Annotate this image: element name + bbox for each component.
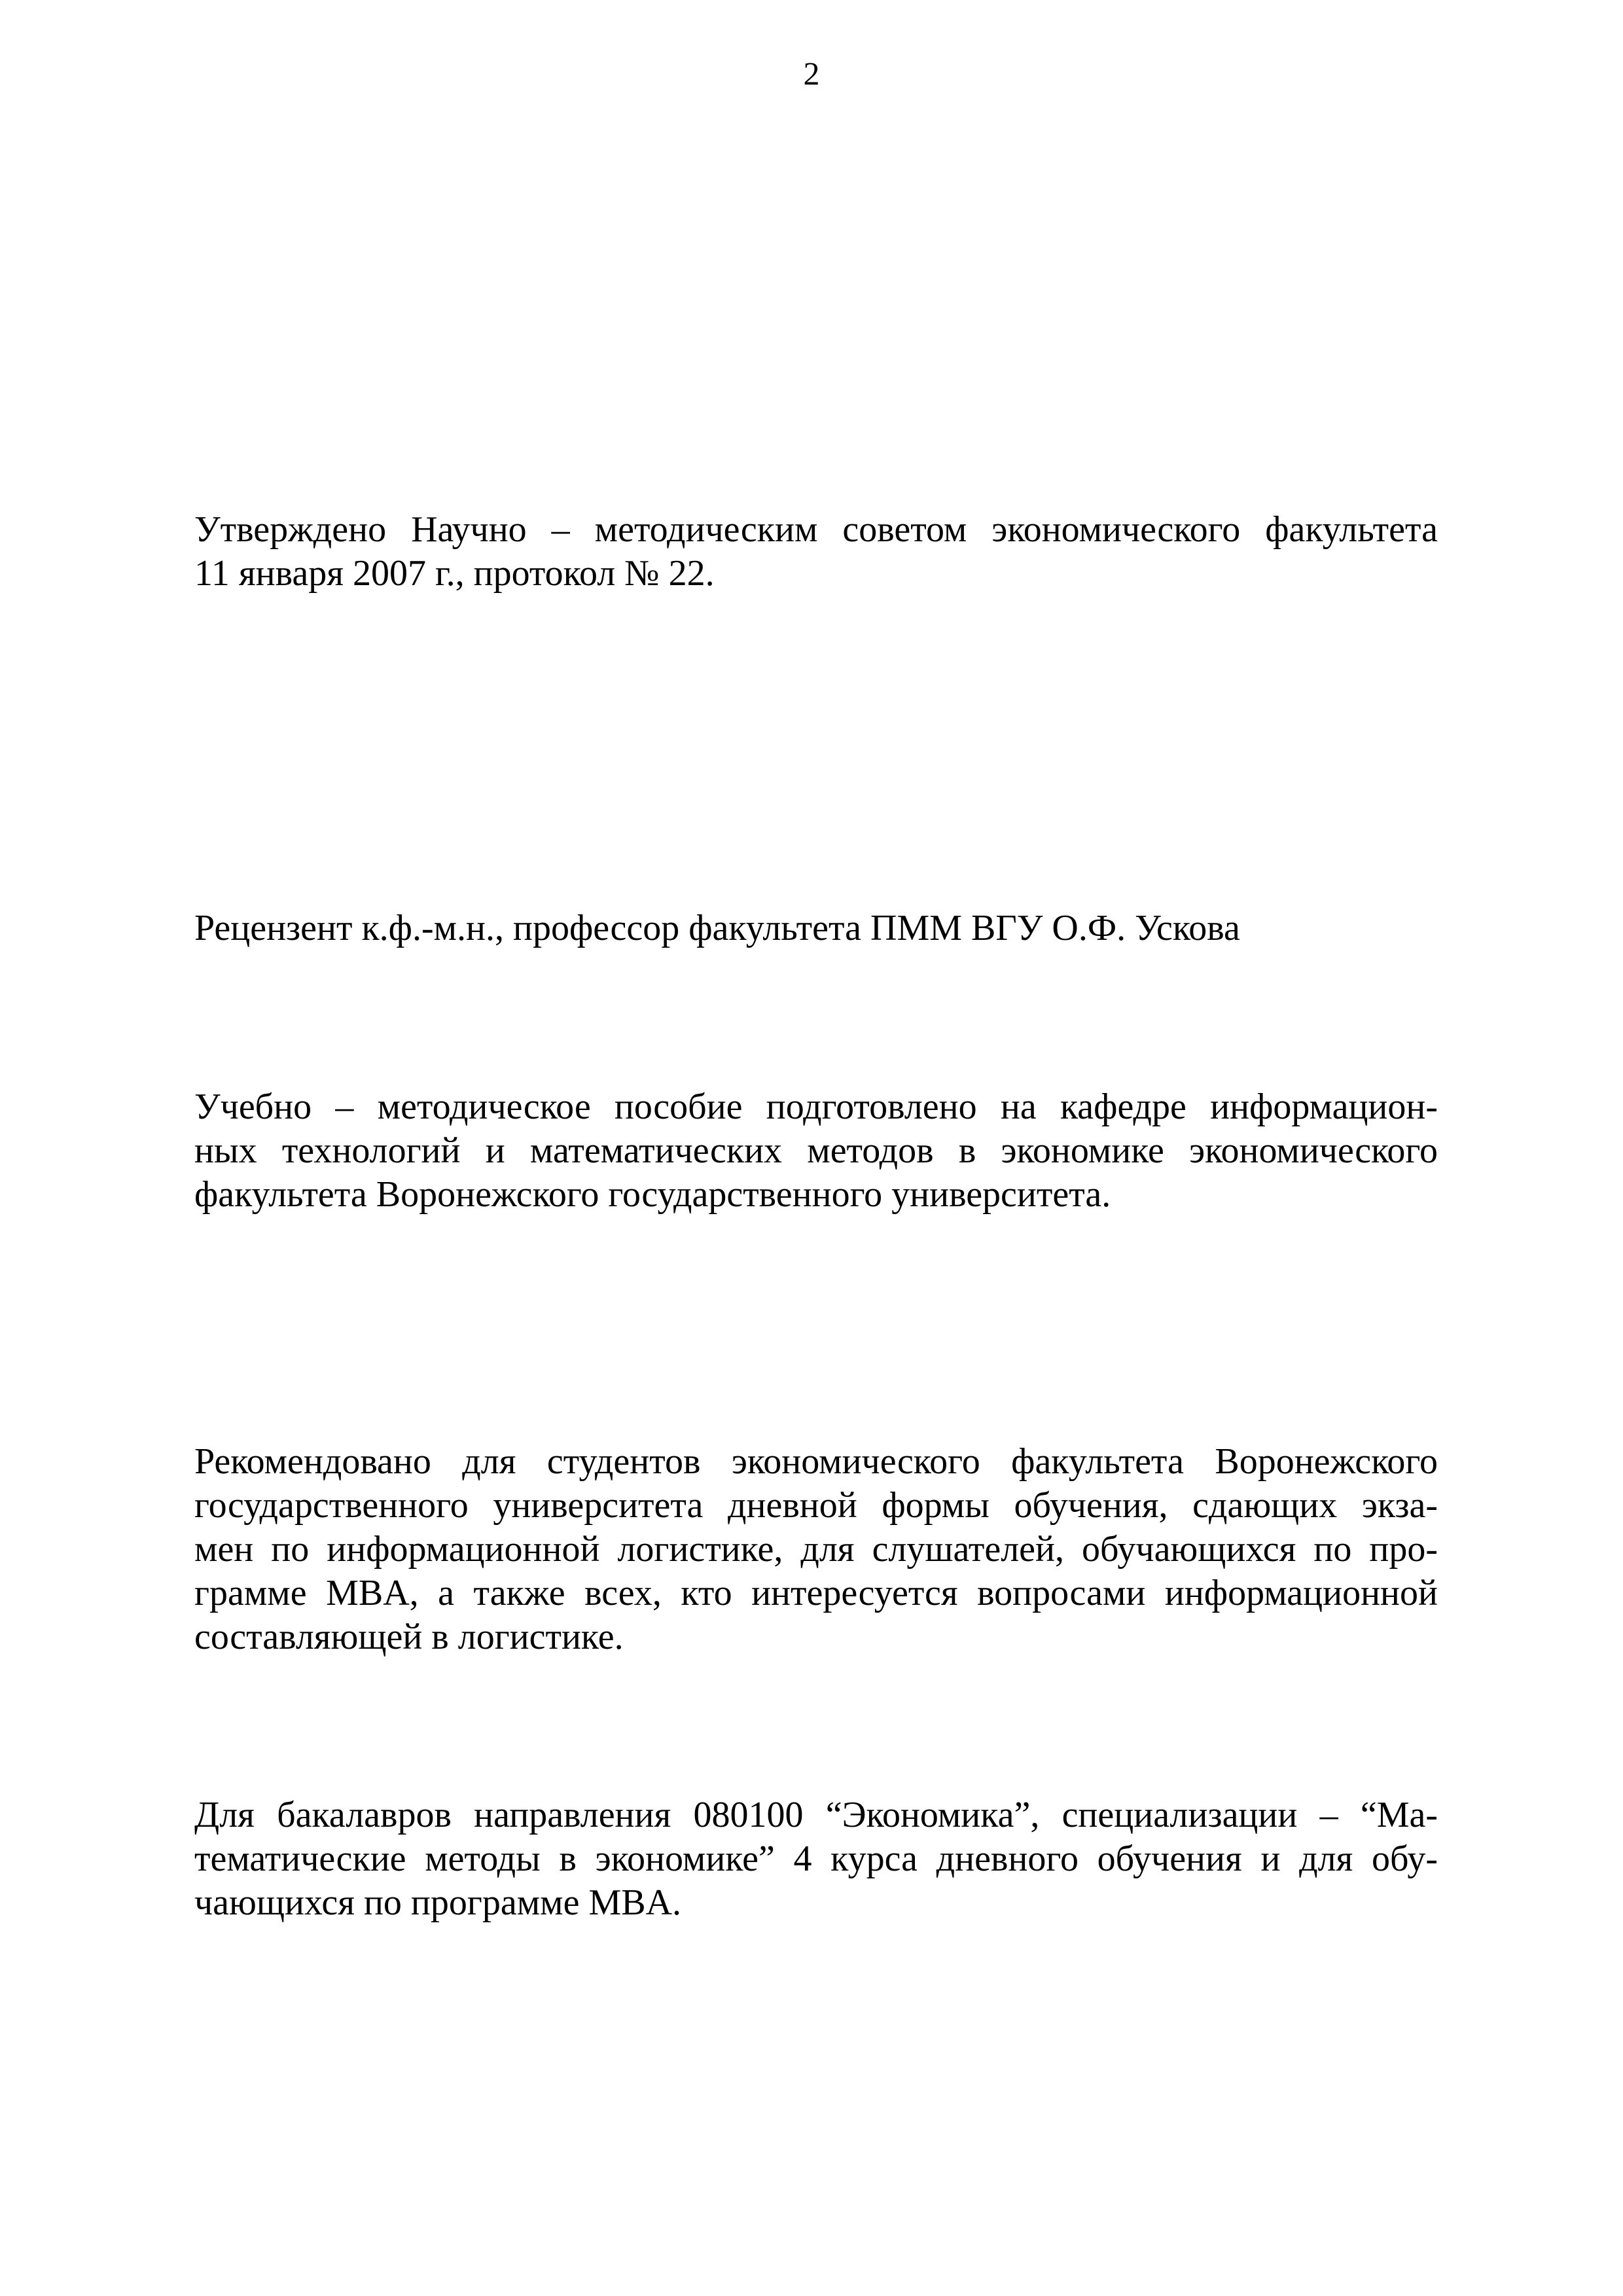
bachelors-line: тематические методы в экономике” 4 курса дневного обучения и для обу- <box>194 1839 1438 1879</box>
preparation-statement <box>194 1085 1438 1217</box>
recommendation-line: государственного университета дневной формы обучения, сдающих экза- <box>194 1485 1438 1526</box>
bachelors-statement <box>194 1793 1438 1925</box>
preparation-line: Учебно – методическое пособие подготовлено на кафедре информацион- <box>194 1086 1438 1127</box>
approval-statement <box>194 508 1438 596</box>
reviewer-statement <box>194 906 1438 950</box>
reviewer-line: Рецензент к.ф.-м.н., профессор факультета ПММ ВГУ О.Ф. Ускова <box>194 908 1240 948</box>
preparation-line: факультета Воронежского государственного университета. <box>194 1174 1111 1215</box>
recommendation-line: мен по информационной логистике, для слушателей, обучающихся по про- <box>194 1529 1438 1570</box>
approval-line: 11 января 2007 г., протокол № 22. <box>194 553 715 594</box>
bachelors-line: Для бакалавров направления 080100 “Экономика”, специализации – “Ма- <box>194 1795 1438 1835</box>
preparation-line: ных технологий и математических методов в экономике экономического <box>194 1130 1438 1171</box>
recommendation-statement <box>194 1440 1438 1659</box>
page-number: 2 <box>803 55 820 92</box>
bachelors-line: чающихся по программе MBA. <box>194 1882 682 1923</box>
recommendation-line: составляющей в логистике. <box>194 1617 624 1657</box>
approval-line: Утверждено Научно – методическим советом экономического факультета <box>194 509 1438 550</box>
recommendation-line: грамме MBA, а также всех, кто интересуется вопросами информационной <box>194 1573 1438 1613</box>
recommendation-line: Рекомендовано для студентов экономического факультета Воронежского <box>194 1441 1438 1482</box>
